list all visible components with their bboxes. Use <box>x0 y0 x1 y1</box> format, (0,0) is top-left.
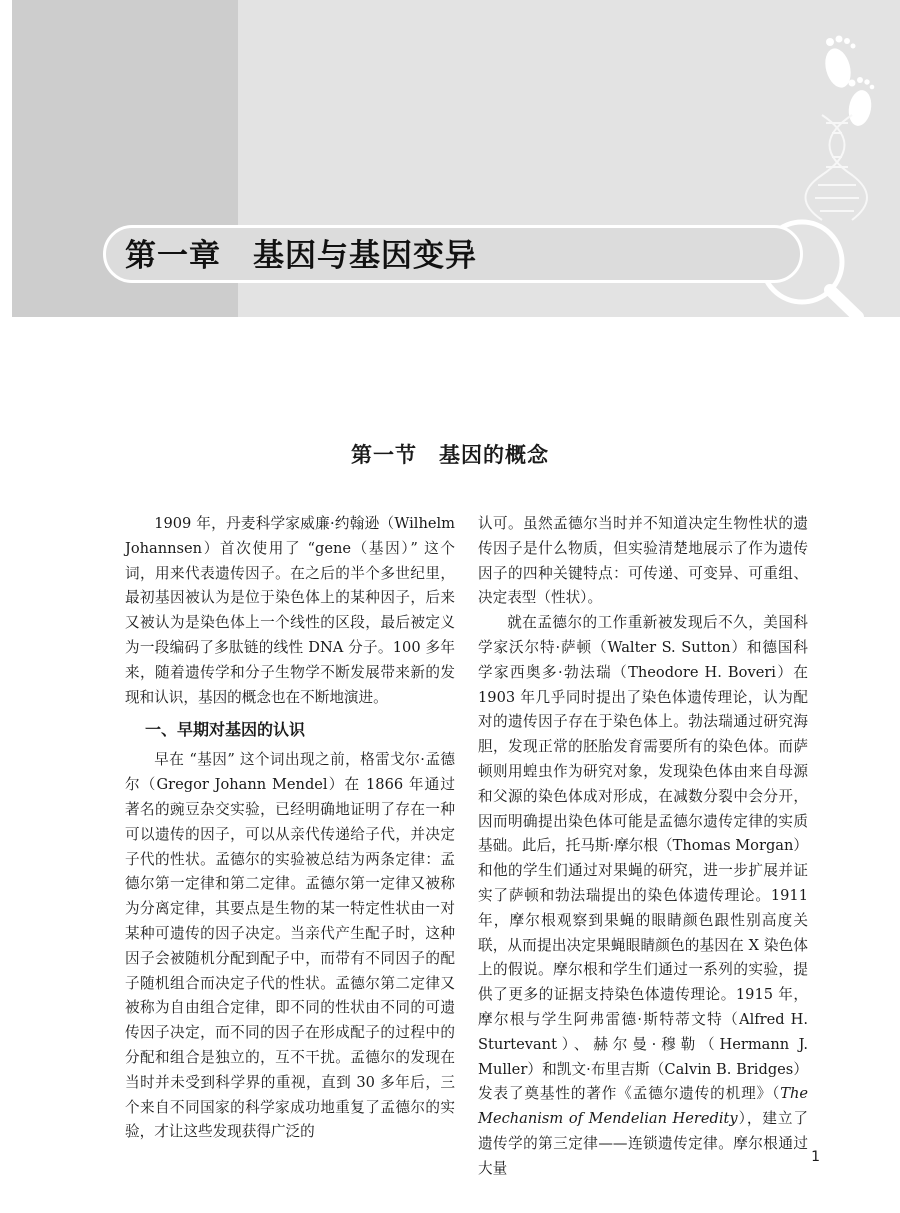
page-number: 1 <box>811 1149 820 1165</box>
section-title <box>0 440 900 470</box>
section-number: 第一节 <box>351 442 417 467</box>
chapter-name: 基因与基因变异 <box>253 238 477 274</box>
section-name: 基因的概念 <box>439 442 549 467</box>
left-column <box>125 512 455 1145</box>
paragraph-mendel: 早在 “基因” 这个词出现之前，格雷戈尔·孟德尔（Gregor Johann Mendel）在 1866 年通过著名的豌豆杂交实验，已经明确地证明了存在一种可以遗传的因子，可以从亲代传递给子代，并决定子代的性状。孟德尔的实验被总结为两条定律：孟德尔第一定律和第二定律。孟德尔第一定律又被称为分离定律，其要点是生物的某一特定性状由一对某种可遗传的因子决定。当亲代产生配子时，这种因子会被随机分配到配子中，而带有不同因子的配子随机组合而决定子代的性状。孟德尔第二定律又被称为自由组合定律，即不同的性状由不同的可遗传因子决定，而不同的因子在形成配子的过程中的分配和组合是独立的，互不干扰。孟德尔的发现在当时并未受到科学界的重视，直到 30 多年后，三个来自不同国家的科学家成功地重复了孟德尔的实验，才让这些发现获得广泛的 <box>125 751 455 1141</box>
chapter-title <box>125 236 477 276</box>
subsection-heading: 一、早期对基因的认识 <box>145 720 306 740</box>
paragraph-continuation: 认可。虽然孟德尔当时并不知道决定生物性状的遗传因子是什么物质，但实验清楚地展示了作为遗传因子的四种关键特点：可传递、可变异、可重组、决定表型（性状）。 <box>478 515 808 607</box>
right-column <box>478 512 808 1182</box>
book-title-english: The Mechanism of Mendelian Heredity <box>478 1085 808 1128</box>
paragraph-intro: 1909 年，丹麦科学家威廉·约翰逊（Wilhelm Johannsen）首次使用了 “gene（基因）” 这个词，用来代表遗传因子。在之后的半个多世纪里，最初基因被认为是位于染色体上的某种因子，后来又被认为是染色体上一个线性的区段，最后被定义为一段编码了多肽链的线性 DNA 分子。100 多年来，随着遗传学和分子生物学不断发展带来新的发现和认识，基因的概念也在不断地演进。 <box>125 515 455 706</box>
chapter-number: 第一章 <box>125 238 221 274</box>
chromosome-theory-text-end: ），建立了遗传学的第三定律——连锁遗传定律。摩尔根通过大量 <box>478 1110 809 1177</box>
paragraph-chromosome-theory <box>478 611 808 1181</box>
chromosome-theory-text: 就在孟德尔的工作重新被发现后不久，美国科学家沃尔特·萨顿（Walter S. Sutton）和德国科学家西奥多·勃法瑞（Theodore H. Boveri）在 1903 年几乎同时提出了染色体遗传理论，认为配对的遗传因子存在于染色体上。勃法瑞通过研究海胆，发现正常的胚胎发育需要所有的染色体。而萨顿则用蝗虫作为研究对象，发现染色体由来自母源和父源的染色体成对形成，在减数分裂中会分开，因而明确提出染色体可能是孟德尔遗传定律的实质基础。此后，托马斯·摩尔根（Thomas Morgan）和他的学生们通过对果蝇的研究，进一步扩展并证实了萨顿和勃法瑞提出的染色体遗传理论。1911 年，摩尔根观察到果蝇的眼睛颜色跟性别高度关联，从而提出决定果蝇眼睛颜色的基因在 X 染色体上的假说。摩尔根和学生们通过一系列的实验，提供了更多的证据支持染色体遗传理论。1915 年，摩尔根与学生阿弗雷德·斯特蒂文特（Alfred H. Sturtevant）、赫尔曼·穆勒（Hermann J. Muller）和凯文·布里吉斯（Calvin B. Bridges）发表了奠基性的著作《孟德尔遗传的机理》（ <box>478 614 808 1103</box>
chapter-banner <box>0 0 900 317</box>
